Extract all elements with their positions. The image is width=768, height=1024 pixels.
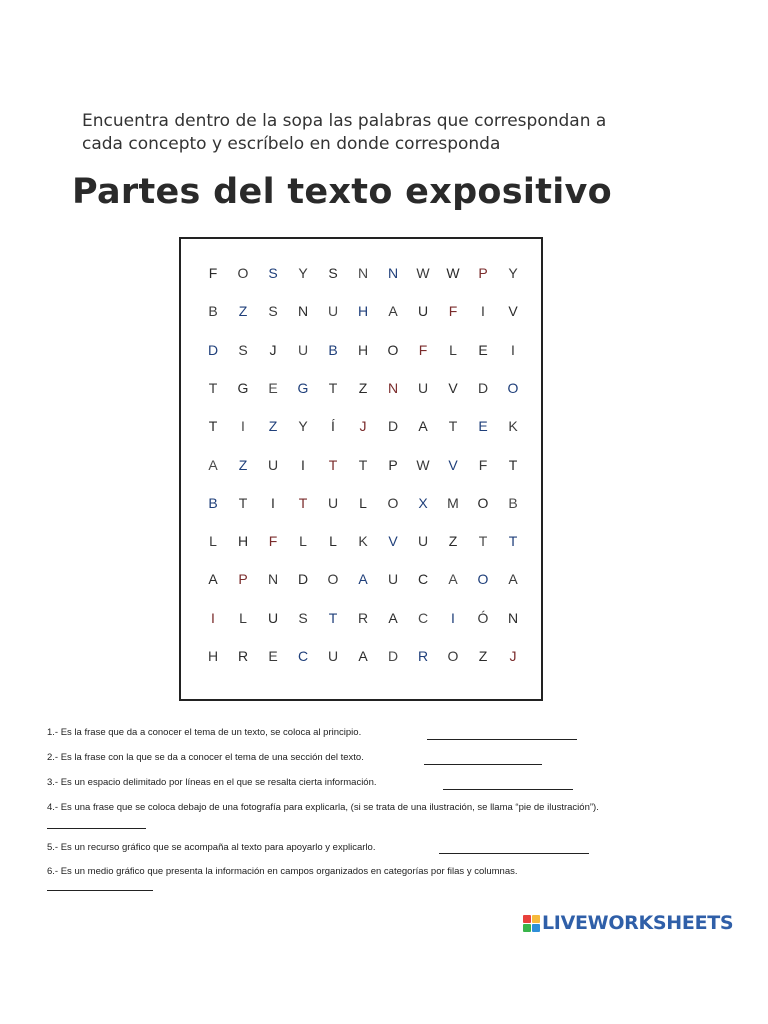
grid-letter[interactable]: E (268, 648, 278, 664)
grid-letter[interactable]: S (268, 303, 278, 320)
grid-letter[interactable]: O (327, 571, 339, 588)
grid-row-7 (181, 493, 541, 513)
grid-letter[interactable]: B (508, 494, 518, 511)
grid-letter[interactable]: L (359, 494, 367, 511)
grid-letter[interactable]: T (478, 533, 488, 550)
grid-letter[interactable]: V (448, 379, 458, 396)
grid-letter[interactable]: Z (448, 533, 458, 550)
answer-blank-6[interactable] (47, 890, 153, 891)
grid-letter[interactable]: U (417, 303, 429, 320)
answer-blank-3[interactable] (443, 789, 573, 790)
grid-letter[interactable]: B (208, 303, 218, 320)
grid-letter[interactable]: L (449, 341, 457, 358)
grid-letter[interactable]: K (358, 533, 368, 550)
grid-letter[interactable]: O (387, 341, 399, 358)
grid-letter[interactable]: T (328, 379, 338, 396)
answer-blank-1[interactable] (427, 739, 577, 740)
grid-letter[interactable]: D (297, 571, 309, 588)
grid-letter[interactable]: H (357, 341, 369, 358)
grid-letter[interactable]: U (327, 494, 339, 511)
grid-letter[interactable]: S (268, 265, 278, 281)
grid-letter[interactable]: U (297, 341, 309, 358)
grid-letter[interactable]: I (301, 456, 305, 473)
grid-letter[interactable]: S (298, 609, 308, 626)
grid-letter[interactable]: N (387, 265, 399, 281)
grid-letter[interactable]: C (297, 648, 309, 664)
grid-letter[interactable]: F (208, 265, 218, 281)
grid-letter[interactable]: Z (238, 456, 248, 473)
grid-letter[interactable]: A (388, 609, 398, 626)
grid-letter[interactable]: T (208, 379, 218, 396)
grid-row-5 (181, 416, 541, 436)
grid-letter[interactable]: Í (331, 418, 335, 435)
grid-letter[interactable]: B (328, 341, 338, 358)
grid-letter[interactable]: U (417, 379, 429, 396)
grid-letter[interactable]: U (327, 648, 339, 664)
grid-letter[interactable]: F (418, 341, 428, 358)
grid-letter[interactable]: D (387, 418, 399, 435)
grid-letter[interactable]: I (271, 494, 275, 511)
grid-letter[interactable]: J (359, 418, 367, 435)
grid-letter[interactable]: K (508, 418, 518, 435)
grid-letter[interactable]: A (388, 303, 398, 320)
grid-letter[interactable]: U (387, 571, 399, 588)
grid-letter[interactable]: T (328, 609, 338, 626)
grid-letter[interactable]: Z (478, 648, 488, 664)
grid-letter[interactable]: A (508, 571, 518, 588)
grid-letter[interactable]: D (477, 379, 489, 396)
grid-letter[interactable]: T (328, 456, 338, 473)
grid-letter[interactable]: I (481, 303, 485, 320)
grid-row-8 (181, 531, 541, 551)
instructions-line-2: cada concepto y escríbelo en donde corresponda (82, 134, 501, 154)
grid-letter[interactable]: E (268, 379, 278, 396)
grid-letter[interactable]: A (358, 648, 368, 664)
grid-letter[interactable]: H (207, 648, 219, 664)
grid-letter[interactable]: U (327, 303, 339, 320)
grid-letter[interactable]: V (388, 533, 398, 550)
grid-letter[interactable]: Ó (477, 609, 489, 626)
grid-letter[interactable]: R (417, 648, 429, 664)
instructions-line-1: Encuentra dentro de la sopa las palabras que correspondan a (82, 111, 607, 131)
grid-row-4 (181, 378, 541, 398)
grid-letter[interactable]: V (448, 456, 458, 473)
grid-letter[interactable]: I (451, 609, 455, 626)
grid-letter[interactable]: N (267, 571, 279, 588)
grid-letter[interactable]: I (241, 418, 245, 435)
page-title: Partes del texto expositivo (72, 172, 612, 212)
grid-letter[interactable]: T (298, 494, 308, 511)
question-1: 1.- Es la frase que da a conocer el tema de un texto, se coloca al principio. (47, 727, 362, 738)
answer-blank-5[interactable] (439, 853, 589, 854)
grid-letter[interactable]: D (207, 341, 219, 358)
grid-letter[interactable]: H (237, 533, 249, 550)
grid-letter[interactable]: T (508, 533, 518, 550)
grid-letter[interactable]: W (416, 265, 430, 281)
grid-letter[interactable]: B (208, 494, 218, 511)
grid-letter[interactable]: I (211, 609, 215, 626)
grid-letter[interactable]: R (357, 609, 369, 626)
grid-letter[interactable]: Z (358, 379, 368, 396)
grid-letter[interactable]: T (358, 456, 368, 473)
grid-letter[interactable]: A (208, 456, 218, 473)
question-2: 2.- Es la frase con la que se da a conocer el tema de una sección del texto. (47, 752, 364, 763)
grid-letter[interactable]: D (387, 648, 399, 664)
grid-letter[interactable]: S (238, 341, 248, 358)
grid-letter[interactable]: F (478, 456, 488, 473)
question-4: 4.- Es una frase que se coloca debajo de una fotografía para explicarla, (si se trata de una ilustración, se llama “pie de ilustración”). (47, 802, 599, 813)
word-search-grid (179, 237, 543, 701)
grid-letter[interactable]: O (477, 571, 489, 588)
instructions (82, 110, 682, 156)
grid-letter[interactable]: L (209, 533, 217, 550)
grid-letter[interactable]: W (416, 456, 430, 473)
grid-letter[interactable]: Y (508, 265, 518, 281)
grid-letter[interactable]: O (387, 494, 399, 511)
grid-letter[interactable]: Z (268, 418, 278, 435)
grid-letter[interactable]: U (267, 609, 279, 626)
grid-row-2 (181, 301, 541, 321)
grid-letter[interactable]: E (478, 418, 488, 435)
grid-letter[interactable]: H (357, 303, 369, 320)
grid-row-6 (181, 455, 541, 475)
grid-letter[interactable]: R (237, 648, 249, 664)
grid-letter[interactable]: I (511, 341, 515, 358)
answer-blank-2[interactable] (424, 764, 542, 765)
grid-letter[interactable]: L (329, 533, 337, 550)
grid-letter[interactable]: U (267, 456, 279, 473)
grid-letter[interactable]: G (237, 379, 249, 396)
question-5: 5.- Es un recurso gráfico que se acompaña al texto para apoyarlo y explicarlo. (47, 842, 376, 853)
grid-letter[interactable]: U (417, 533, 429, 550)
grid-letter[interactable]: T (448, 418, 458, 435)
grid-letter[interactable]: N (507, 609, 519, 626)
grid-row-10 (181, 608, 541, 628)
grid-letter[interactable]: J (509, 648, 517, 664)
grid-letter[interactable]: C (417, 609, 429, 626)
liveworksheets-logo-icon (523, 915, 540, 932)
grid-letter[interactable]: Z (238, 303, 248, 320)
grid-letter[interactable]: T (208, 418, 218, 435)
grid-letter[interactable]: P (478, 265, 488, 281)
grid-letter[interactable]: A (448, 571, 458, 588)
liveworksheets-logo[interactable] (523, 910, 733, 936)
grid-letter[interactable]: F (448, 303, 458, 320)
grid-letter[interactable]: S (328, 265, 338, 281)
grid-letter[interactable]: J (269, 341, 277, 358)
grid-letter[interactable]: X (418, 494, 428, 511)
grid-letter[interactable]: N (357, 265, 369, 281)
grid-letter[interactable]: T (238, 494, 248, 511)
question-6: 6.- Es un medio gráfico que presenta la información en campos organizados en categorías por filas y columnas. (47, 866, 518, 877)
grid-letter[interactable]: C (417, 571, 429, 588)
answer-blank-4[interactable] (47, 828, 146, 829)
grid-letter[interactable]: M (447, 494, 459, 511)
grid-letter[interactable]: N (297, 303, 309, 320)
grid-letter[interactable]: O (477, 494, 489, 511)
grid-letter[interactable]: W (446, 265, 460, 281)
grid-row-11 (181, 646, 541, 666)
grid-letter[interactable]: O (507, 379, 519, 396)
question-3: 3.- Es un espacio delimitado por líneas en el que se resalta cierta información. (47, 777, 377, 788)
logo-text: LIVEWORKSHEETS (542, 912, 734, 934)
grid-row-3 (181, 340, 541, 360)
grid-letter[interactable]: L (239, 609, 247, 626)
grid-letter[interactable]: G (297, 379, 309, 396)
grid-letter[interactable]: O (237, 265, 249, 281)
grid-letter[interactable]: Y (298, 418, 308, 435)
grid-letter[interactable]: E (478, 341, 488, 358)
grid-letter[interactable]: A (358, 571, 368, 588)
grid-row-9 (181, 569, 541, 589)
grid-letter[interactable]: N (387, 379, 399, 396)
grid-letter[interactable]: P (238, 571, 248, 588)
grid-letter[interactable]: Y (298, 265, 308, 281)
grid-letter[interactable]: A (418, 418, 428, 435)
grid-letter[interactable]: T (508, 456, 518, 473)
grid-letter[interactable]: F (268, 533, 278, 550)
grid-letter[interactable]: V (508, 303, 518, 320)
grid-row-1 (181, 263, 541, 283)
grid-letter[interactable]: P (388, 456, 398, 473)
grid-letter[interactable]: A (208, 571, 218, 588)
grid-letter[interactable]: L (299, 533, 307, 550)
grid-letter[interactable]: O (447, 648, 459, 664)
